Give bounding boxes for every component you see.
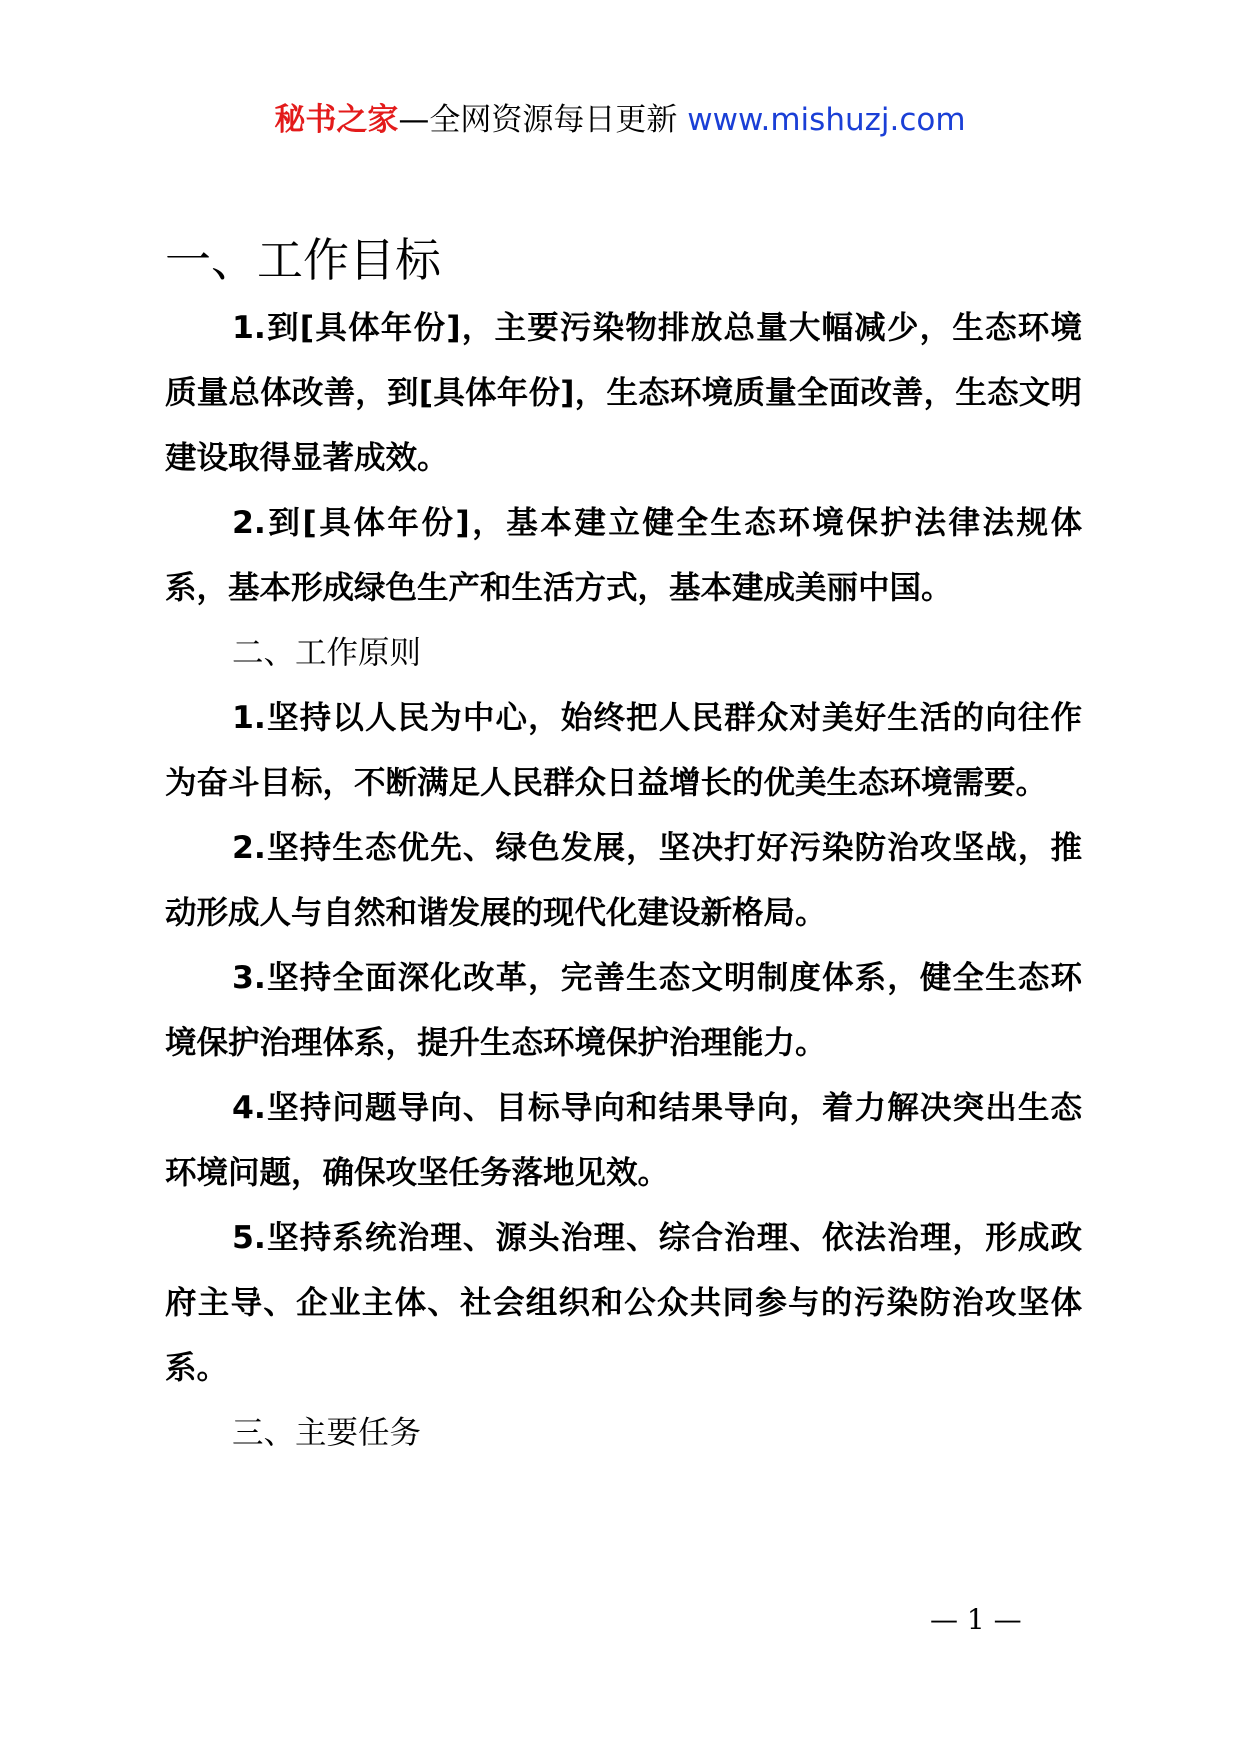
site-url-link[interactable]: www.mishuzj.com xyxy=(687,102,966,138)
goal-item-1: 1.到[具体年份]，主要污染物排放总量大幅减少，生态环境质量总体改善，到[具体年份]，生态环境质量全面改善，生态文明建设取得显著成效。 xyxy=(165,310,1082,476)
site-header xyxy=(0,100,1240,140)
principle-item-4: 4.坚持问题导向、目标导向和结果导向，着力解决突出生态环境问题，确保攻坚任务落地见效。 xyxy=(165,1090,1082,1191)
goal-item-2: 2.到[具体年份]，基本建立健全生态环境保护法律法规体系，基本形成绿色生产和生活方式，基本建成美丽中国。 xyxy=(165,505,1082,606)
section-heading-tasks: 三、主要任务 xyxy=(232,1415,422,1451)
section-heading-principles: 二、工作原则 xyxy=(232,635,422,671)
document-body xyxy=(165,228,1082,1466)
principle-item-3: 3.坚持全面深化改革，完善生态文明制度体系，健全生态环境保护治理体系，提升生态环境保护治理能力。 xyxy=(165,960,1082,1061)
principle-item-2: 2.坚持生态优先、绿色发展，坚决打好污染防治攻坚战，推动形成人与自然和谐发展的现代化建设新格局。 xyxy=(165,830,1082,931)
site-tagline: —全网资源每日更新 xyxy=(398,102,678,138)
page-number: — 1 — xyxy=(930,1603,1022,1636)
principle-item-5: 5.坚持系统治理、源头治理、综合治理、依法治理，形成政府主导、企业主体、社会组织和公众共同参与的污染防治攻坚体系。 xyxy=(165,1220,1082,1386)
site-brand: 秘书之家 xyxy=(274,102,399,138)
section-heading-goals: 一、工作目标 xyxy=(165,233,441,287)
principle-item-1: 1.坚持以人民为中心，始终把人民群众对美好生活的向往作为奋斗目标，不断满足人民群众日益增长的优美生态环境需要。 xyxy=(165,700,1082,801)
